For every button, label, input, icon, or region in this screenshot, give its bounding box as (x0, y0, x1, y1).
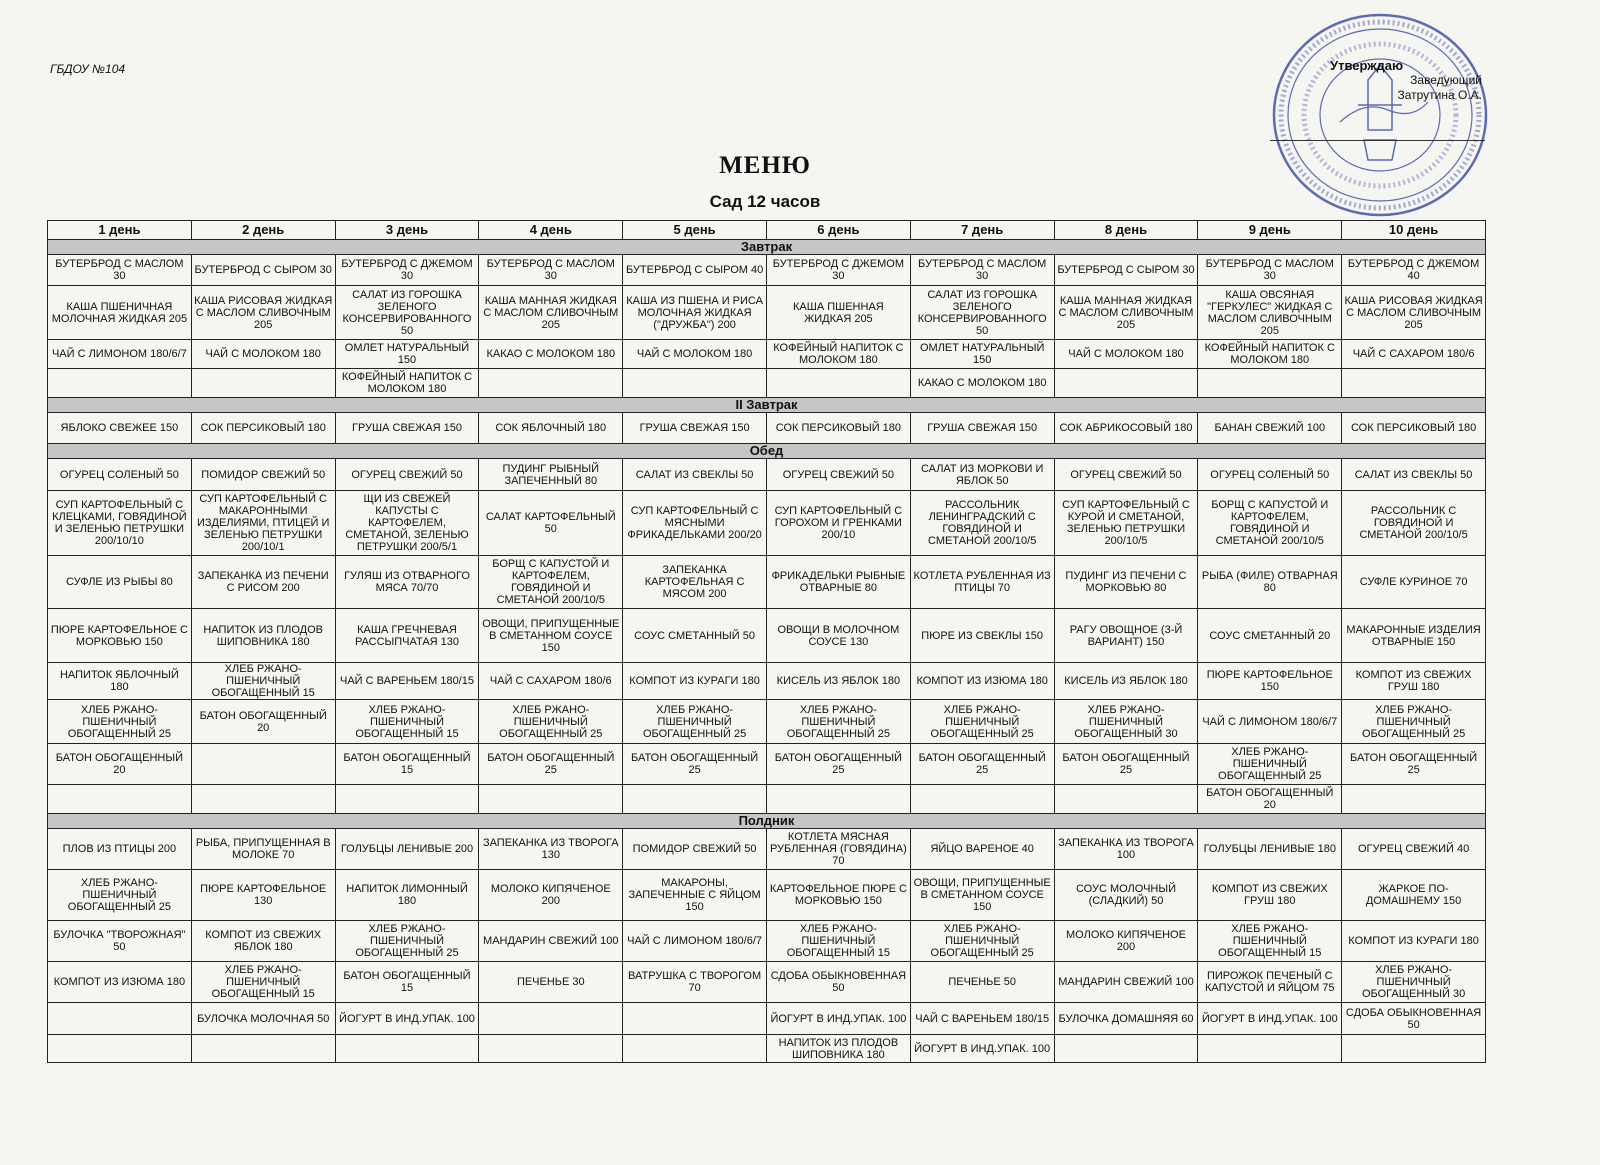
menu-cell: ЧАЙ С ВАРЕНЬЕМ 180/15 (910, 1003, 1054, 1035)
menu-cell: КОФЕЙНЫЙ НАПИТОК С МОЛОКОМ 180 (335, 369, 479, 398)
table-row (48, 829, 1486, 870)
menu-cell: БУТЕРБРОД С СЫРОМ 40 (623, 255, 767, 286)
table-row (48, 556, 1486, 609)
menu-cell: КАША РИСОВАЯ ЖИДКАЯ С МАСЛОМ СЛИВОЧНЫМ 205 (1342, 286, 1486, 340)
menu-cell: КОФЕЙНЫЙ НАПИТОК С МОЛОКОМ 180 (1198, 340, 1342, 369)
menu-cell (910, 785, 1054, 814)
menu-cell: МАКАРОНЫ, ЗАПЕЧЕННЫЕ С ЯЙЦОМ 150 (623, 870, 767, 921)
menu-cell: БАТОН ОБОГАЩЕННЫЙ 20 (1198, 785, 1342, 814)
menu-cell: КАША ПШЕННАЯ ЖИДКАЯ 205 (766, 286, 910, 340)
menu-cell: ЧАЙ С МОЛОКОМ 180 (191, 340, 335, 369)
day-header: 9 день (1198, 221, 1342, 240)
menu-cell: ПУДИНГ РЫБНЫЙ ЗАПЕЧЕННЫЙ 80 (479, 459, 623, 491)
menu-cell: ВАТРУШКА С ТВОРОГОМ 70 (623, 962, 767, 1003)
menu-cell: КИСЕЛЬ ИЗ ЯБЛОК 180 (766, 663, 910, 700)
menu-cell (191, 369, 335, 398)
menu-cell: ХЛЕБ РЖАНО-ПШЕНИЧНЫЙ ОБОГАЩЕННЫЙ 25 (910, 700, 1054, 744)
menu-cell: БУТЕРБРОД С МАСЛОМ 30 (479, 255, 623, 286)
menu-cell: МОЛОКО КИПЯЧЕНОЕ 200 (1054, 921, 1198, 962)
menu-cell: ХЛЕБ РЖАНО-ПШЕНИЧНЫЙ ОБОГАЩЕННЫЙ 25 (335, 921, 479, 962)
menu-cell: ПЕЧЕНЬЕ 50 (910, 962, 1054, 1003)
menu-cell: БАТОН ОБОГАЩЕННЫЙ 15 (335, 744, 479, 785)
menu-cell: ЧАЙ С МОЛОКОМ 180 (1054, 340, 1198, 369)
menu-cell: СУФЛЕ КУРИНОЕ 70 (1342, 556, 1486, 609)
menu-cell: ХЛЕБ РЖАНО-ПШЕНИЧНЫЙ ОБОГАЩЕННЫЙ 25 (766, 700, 910, 744)
menu-cell: РЫБА (ФИЛЕ) ОТВАРНАЯ 80 (1198, 556, 1342, 609)
menu-cell: БАНАН СВЕЖИЙ 100 (1198, 413, 1342, 444)
table-row (48, 663, 1486, 700)
menu-cell (1054, 785, 1198, 814)
menu-cell: БУТЕРБРОД С СЫРОМ 30 (191, 255, 335, 286)
menu-cell: ОГУРЕЦ СВЕЖИЙ 40 (1342, 829, 1486, 870)
menu-cell: КОМПОТ ИЗ СВЕЖИХ ГРУШ 180 (1198, 870, 1342, 921)
table-row (48, 369, 1486, 398)
menu-cell: ОГУРЕЦ СВЕЖИЙ 50 (766, 459, 910, 491)
menu-cell: БАТОН ОБОГАЩЕННЫЙ 20 (191, 700, 335, 744)
menu-cell: ЙОГУРТ В ИНД.УПАК. 100 (910, 1035, 1054, 1063)
menu-cell: ХЛЕБ РЖАНО-ПШЕНИЧНЫЙ ОБОГАЩЕННЫЙ 25 (1342, 700, 1486, 744)
menu-cell: НАПИТОК ЯБЛОЧНЫЙ 180 (48, 663, 192, 700)
menu-cell: МАКАРОННЫЕ ИЗДЕЛИЯ ОТВАРНЫЕ 150 (1342, 609, 1486, 663)
menu-cell: РАГУ ОВОЩНОЕ (3-Й ВАРИАНТ) 150 (1054, 609, 1198, 663)
menu-cell: КАША ПШЕНИЧНАЯ МОЛОЧНАЯ ЖИДКАЯ 205 (48, 286, 192, 340)
menu-cell: ХЛЕБ РЖАНО-ПШЕНИЧНЫЙ ОБОГАЩЕННЫЙ 25 (479, 700, 623, 744)
menu-cell (1198, 1035, 1342, 1063)
menu-table (47, 220, 1486, 1063)
menu-cell: ЯЙЦО ВАРЕНОЕ 40 (910, 829, 1054, 870)
menu-cell: САЛАТ КАРТОФЕЛЬНЫЙ 50 (479, 491, 623, 556)
menu-cell: ОГУРЕЦ СВЕЖИЙ 50 (1054, 459, 1198, 491)
menu-cell: БАТОН ОБОГАЩЕННЫЙ 25 (910, 744, 1054, 785)
menu-cell: ГРУША СВЕЖАЯ 150 (623, 413, 767, 444)
menu-cell: ХЛЕБ РЖАНО-ПШЕНИЧНЫЙ ОБОГАЩЕННЫЙ 15 (766, 921, 910, 962)
menu-cell: БОРЩ С КАПУСТОЙ И КАРТОФЕЛЕМ, ГОВЯДИНОЙ И СМЕТАНОЙ 200/10/5 (479, 556, 623, 609)
menu-cell: ПЮРЕ КАРТОФЕЛЬНОЕ 130 (191, 870, 335, 921)
menu-cell: СДОБА ОБЫКНОВЕННАЯ 50 (766, 962, 910, 1003)
menu-cell: КАРТОФЕЛЬНОЕ ПЮРЕ С МОРКОВЬЮ 150 (766, 870, 910, 921)
menu-cell: САЛАТ ИЗ СВЕКЛЫ 50 (623, 459, 767, 491)
meal-section-row (48, 398, 1486, 413)
table-row (48, 1003, 1486, 1035)
menu-cell: КАША ИЗ ПШЕНА И РИСА МОЛОЧНАЯ ЖИДКАЯ ("ДРУЖБА") 200 (623, 286, 767, 340)
menu-cell: БАТОН ОБОГАЩЕННЫЙ 15 (335, 962, 479, 1003)
menu-cell: БУТЕРБРОД С МАСЛОМ 30 (48, 255, 192, 286)
menu-cell: ПЮРЕ КАРТОФЕЛЬНОЕ С МОРКОВЬЮ 150 (48, 609, 192, 663)
menu-cell: СОУС СМЕТАННЫЙ 20 (1198, 609, 1342, 663)
menu-cell: КОМПОТ ИЗ ИЗЮМА 180 (48, 962, 192, 1003)
meal-section-row (48, 444, 1486, 459)
menu-cell: САЛАТ ИЗ ГОРОШКА ЗЕЛЕНОГО КОНСЕРВИРОВАННОГО 50 (335, 286, 479, 340)
menu-cell: БУТЕРБРОД С МАСЛОМ 30 (910, 255, 1054, 286)
menu-cell: СОК ПЕРСИКОВЫЙ 180 (766, 413, 910, 444)
menu-cell (1342, 369, 1486, 398)
day-header: 10 день (1342, 221, 1486, 240)
menu-cell: ОГУРЕЦ СОЛЕНЫЙ 50 (1198, 459, 1342, 491)
menu-cell: СОК ПЕРСИКОВЫЙ 180 (191, 413, 335, 444)
menu-cell: ХЛЕБ РЖАНО-ПШЕНИЧНЫЙ ОБОГАЩЕННЫЙ 25 (48, 700, 192, 744)
menu-cell (479, 785, 623, 814)
menu-cell: ХЛЕБ РЖАНО-ПШЕНИЧНЫЙ ОБОГАЩЕННЫЙ 15 (335, 700, 479, 744)
menu-cell: РАССОЛЬНИК ЛЕНИНГРАДСКИЙ С ГОВЯДИНОЙ И СМЕТАНОЙ 200/10/5 (910, 491, 1054, 556)
table-row (48, 491, 1486, 556)
menu-cell: ОВОЩИ, ПРИПУЩЕННЫЕ В СМЕТАННОМ СОУСЕ 150 (910, 870, 1054, 921)
menu-cell (191, 1035, 335, 1063)
menu-cell: ГОЛУБЦЫ ЛЕНИВЫЕ 200 (335, 829, 479, 870)
day-header: 8 день (1054, 221, 1198, 240)
table-row (48, 785, 1486, 814)
menu-cell: НАПИТОК ИЗ ПЛОДОВ ШИПОВНИКА 180 (766, 1035, 910, 1063)
menu-cell: СУФЛЕ ИЗ РЫБЫ 80 (48, 556, 192, 609)
table-row (48, 870, 1486, 921)
menu-cell: КОТЛЕТА МЯСНАЯ РУБЛЕННАЯ (ГОВЯДИНА) 70 (766, 829, 910, 870)
menu-cell: ОВОЩИ В МОЛОЧНОМ СОУСЕ 130 (766, 609, 910, 663)
menu-cell: ЧАЙ С ЛИМОНОМ 180/6/7 (1198, 700, 1342, 744)
menu-cell: ОМЛЕТ НАТУРАЛЬНЫЙ 150 (910, 340, 1054, 369)
menu-cell: САЛАТ ИЗ ГОРОШКА ЗЕЛЕНОГО КОНСЕРВИРОВАННОГО 50 (910, 286, 1054, 340)
menu-cell (335, 1035, 479, 1063)
menu-cell: ЩИ ИЗ СВЕЖЕЙ КАПУСТЫ С КАРТОФЕЛЕМ, СМЕТАНОЙ, ЗЕЛЕНЬЮ ПЕТРУШКИ 200/5/1 (335, 491, 479, 556)
approve-label: Утверждаю (1330, 58, 1404, 73)
menu-cell: ЖАРКОЕ ПО-ДОМАШНЕМУ 150 (1342, 870, 1486, 921)
meal-section-title: Обед (48, 444, 1486, 459)
menu-cell: БУТЕРБРОД С ДЖЕМОМ 40 (1342, 255, 1486, 286)
menu-cell: ХЛЕБ РЖАНО-ПШЕНИЧНЫЙ ОБОГАЩЕННЫЙ 15 (1198, 921, 1342, 962)
menu-cell (1054, 369, 1198, 398)
table-row (48, 921, 1486, 962)
menu-cell (1342, 1035, 1486, 1063)
menu-cell: ХЛЕБ РЖАНО-ПШЕНИЧНЫЙ ОБОГАЩЕННЫЙ 15 (191, 962, 335, 1003)
menu-cell (623, 1003, 767, 1035)
menu-cell: ГРУША СВЕЖАЯ 150 (910, 413, 1054, 444)
meal-section-title: II Завтрак (48, 398, 1486, 413)
menu-cell: ЧАЙ С ВАРЕНЬЕМ 180/15 (335, 663, 479, 700)
menu-cell: ХЛЕБ РЖАНО-ПШЕНИЧНЫЙ ОБОГАЩЕННЫЙ 30 (1342, 962, 1486, 1003)
menu-cell: ХЛЕБ РЖАНО-ПШЕНИЧНЫЙ ОБОГАЩЕННЫЙ 15 (191, 663, 335, 700)
menu-cell: ЧАЙ С САХАРОМ 180/6 (479, 663, 623, 700)
menu-cell: КОМПОТ ИЗ КУРАГИ 180 (623, 663, 767, 700)
day-header: 6 день (766, 221, 910, 240)
menu-cell: СУП КАРТОФЕЛЬНЫЙ С ГОРОХОМ И ГРЕНКАМИ 200/10 (766, 491, 910, 556)
menu-cell: ПЕЧЕНЬЕ 30 (479, 962, 623, 1003)
menu-cell (1198, 369, 1342, 398)
menu-cell: ХЛЕБ РЖАНО-ПШЕНИЧНЫЙ ОБОГАЩЕННЫЙ 25 (48, 870, 192, 921)
menu-cell: МОЛОКО КИПЯЧЕНОЕ 200 (479, 870, 623, 921)
table-row (48, 340, 1486, 369)
menu-cell: ЧАЙ С ЛИМОНОМ 180/6/7 (623, 921, 767, 962)
table-row (48, 744, 1486, 785)
menu-cell: КОМПОТ ИЗ СВЕЖИХ ЯБЛОК 180 (191, 921, 335, 962)
menu-cell: КОМПОТ ИЗ КУРАГИ 180 (1342, 921, 1486, 962)
table-row (48, 413, 1486, 444)
menu-cell (766, 785, 910, 814)
menu-cell: КАША МАННАЯ ЖИДКАЯ С МАСЛОМ СЛИВОЧНЫМ 205 (1054, 286, 1198, 340)
menu-cell: ХЛЕБ РЖАНО-ПШЕНИЧНЫЙ ОБОГАЩЕННЫЙ 25 (623, 700, 767, 744)
menu-cell: ХЛЕБ РЖАНО-ПШЕНИЧНЫЙ ОБОГАЩЕННЫЙ 25 (910, 921, 1054, 962)
page-subtitle: Сад 12 часов (709, 192, 821, 211)
menu-cell: БАТОН ОБОГАЩЕННЫЙ 25 (766, 744, 910, 785)
menu-cell (48, 785, 192, 814)
menu-cell: РЫБА, ПРИПУЩЕННАЯ В МОЛОКЕ 70 (191, 829, 335, 870)
signature-line (1270, 140, 1485, 141)
menu-cell (48, 1003, 192, 1035)
official-seal (1268, 10, 1493, 220)
menu-cell: ГОЛУБЦЫ ЛЕНИВЫЕ 180 (1198, 829, 1342, 870)
meal-section-title: Завтрак (48, 240, 1486, 255)
menu-cell: СУП КАРТОФЕЛЬНЫЙ С КУРОЙ И СМЕТАНОЙ, ЗЕЛЕНЬЮ ПЕТРУШКИ 200/10/5 (1054, 491, 1198, 556)
menu-cell: БАТОН ОБОГАЩЕННЫЙ 25 (1054, 744, 1198, 785)
menu-cell (479, 1003, 623, 1035)
menu-cell: ГРУША СВЕЖАЯ 150 (335, 413, 479, 444)
menu-cell: БАТОН ОБОГАЩЕННЫЙ 20 (48, 744, 192, 785)
menu-cell: ХЛЕБ РЖАНО-ПШЕНИЧНЫЙ ОБОГАЩЕННЫЙ 25 (1198, 744, 1342, 785)
menu-cell: ГУЛЯШ ИЗ ОТВАРНОГО МЯСА 70/70 (335, 556, 479, 609)
menu-cell: ЗАПЕКАНКА ИЗ ТВОРОГА 130 (479, 829, 623, 870)
day-header: 7 день (910, 221, 1054, 240)
menu-cell: ПУДИНГ ИЗ ПЕЧЕНИ С МОРКОВЬЮ 80 (1054, 556, 1198, 609)
menu-cell: ХЛЕБ РЖАНО-ПШЕНИЧНЫЙ ОБОГАЩЕННЫЙ 30 (1054, 700, 1198, 744)
menu-cell: ЯБЛОКО СВЕЖЕЕ 150 (48, 413, 192, 444)
menu-cell: БАТОН ОБОГАЩЕННЫЙ 25 (623, 744, 767, 785)
menu-cell: БУТЕРБРОД С ДЖЕМОМ 30 (766, 255, 910, 286)
menu-cell: КОМПОТ ИЗ ИЗЮМА 180 (910, 663, 1054, 700)
page-title: МЕНЮ (719, 152, 811, 179)
menu-cell: НАПИТОК ЛИМОННЫЙ 180 (335, 870, 479, 921)
approver-name: Затрутина О.А. (1397, 88, 1482, 102)
organization-name: ГБДОУ №104 (50, 62, 126, 76)
table-row (48, 609, 1486, 663)
menu-cell: ОГУРЕЦ СВЕЖИЙ 50 (335, 459, 479, 491)
table-row (48, 1035, 1486, 1063)
menu-cell: ЙОГУРТ В ИНД.УПАК. 100 (766, 1003, 910, 1035)
menu-cell: ПОМИДОР СВЕЖИЙ 50 (191, 459, 335, 491)
menu-cell: КОТЛЕТА РУБЛЕННАЯ ИЗ ПТИЦЫ 70 (910, 556, 1054, 609)
menu-cell: БУЛОЧКА МОЛОЧНАЯ 50 (191, 1003, 335, 1035)
menu-cell (335, 785, 479, 814)
menu-cell (48, 1035, 192, 1063)
menu-cell: КАША МАННАЯ ЖИДКАЯ С МАСЛОМ СЛИВОЧНЫМ 205 (479, 286, 623, 340)
meal-section-title: Полдник (48, 814, 1486, 829)
menu-cell: СОУС СМЕТАННЫЙ 50 (623, 609, 767, 663)
menu-cell: КОМПОТ ИЗ СВЕЖИХ ГРУШ 180 (1342, 663, 1486, 700)
day-header: 3 день (335, 221, 479, 240)
menu-cell (1342, 785, 1486, 814)
menu-cell: БОРЩ С КАПУСТОЙ И КАРТОФЕЛЕМ, ГОВЯДИНОЙ И СМЕТАНОЙ 200/10/5 (1198, 491, 1342, 556)
table-row (48, 255, 1486, 286)
meal-section-row (48, 240, 1486, 255)
menu-cell: МАНДАРИН СВЕЖИЙ 100 (479, 921, 623, 962)
menu-cell: КАША ОВСЯНАЯ "ГЕРКУЛЕС" ЖИДКАЯ С МАСЛОМ СЛИВОЧНЫМ 205 (1198, 286, 1342, 340)
menu-cell: ЗАПЕКАНКА ИЗ ТВОРОГА 100 (1054, 829, 1198, 870)
menu-cell: ЧАЙ С САХАРОМ 180/6 (1342, 340, 1486, 369)
menu-cell (191, 785, 335, 814)
menu-cell: СОК АБРИКОСОВЫЙ 180 (1054, 413, 1198, 444)
menu-cell: КОФЕЙНЫЙ НАПИТОК С МОЛОКОМ 180 (766, 340, 910, 369)
approval-block (1322, 58, 1482, 103)
menu-cell: ОГУРЕЦ СОЛЕНЫЙ 50 (48, 459, 192, 491)
menu-cell: ОВОЩИ, ПРИПУЩЕННЫЕ В СМЕТАННОМ СОУСЕ 150 (479, 609, 623, 663)
menu-cell: НАПИТОК ИЗ ПЛОДОВ ШИПОВНИКА 180 (191, 609, 335, 663)
menu-cell: СОУС МОЛОЧНЫЙ (СЛАДКИЙ) 50 (1054, 870, 1198, 921)
menu-cell (623, 1035, 767, 1063)
menu-cell: КАША ГРЕЧНЕВАЯ РАССЫПЧАТАЯ 130 (335, 609, 479, 663)
menu-cell: САЛАТ ИЗ СВЕКЛЫ 50 (1342, 459, 1486, 491)
menu-cell: БУЛОЧКА ДОМАШНЯЯ 60 (1054, 1003, 1198, 1035)
menu-cell: СУП КАРТОФЕЛЬНЫЙ С КЛЕЦКАМИ, ГОВЯДИНОЙ И ЗЕЛЕНЬЮ ПЕТРУШКИ 200/10/10 (48, 491, 192, 556)
menu-cell: КАША РИСОВАЯ ЖИДКАЯ С МАСЛОМ СЛИВОЧНЫМ 205 (191, 286, 335, 340)
table-row (48, 459, 1486, 491)
menu-cell (623, 369, 767, 398)
menu-cell: РАССОЛЬНИК С ГОВЯДИНОЙ И СМЕТАНОЙ 200/10/5 (1342, 491, 1486, 556)
menu-cell: БУЛОЧКА "ТВОРОЖНАЯ" 50 (48, 921, 192, 962)
day-header: 4 день (479, 221, 623, 240)
menu-cell: ПЮРЕ КАРТОФЕЛЬНОЕ 150 (1198, 663, 1342, 700)
menu-cell: СОК ПЕРСИКОВЫЙ 180 (1342, 413, 1486, 444)
menu-cell (191, 744, 335, 785)
menu-cell (479, 369, 623, 398)
menu-cell: ЗАПЕКАНКА ИЗ ПЕЧЕНИ С РИСОМ 200 (191, 556, 335, 609)
menu-cell: БАТОН ОБОГАЩЕННЫЙ 25 (1342, 744, 1486, 785)
meal-section-row (48, 814, 1486, 829)
menu-cell: ЧАЙ С ЛИМОНОМ 180/6/7 (48, 340, 192, 369)
menu-cell: ЗАПЕКАНКА КАРТОФЕЛЬНАЯ С МЯСОМ 200 (623, 556, 767, 609)
approver-position: Заведующий (1410, 73, 1482, 87)
menu-cell: БУТЕРБРОД С СЫРОМ 30 (1054, 255, 1198, 286)
menu-cell: ЙОГУРТ В ИНД.УПАК. 100 (1198, 1003, 1342, 1035)
menu-cell (1054, 1035, 1198, 1063)
menu-cell: ЧАЙ С МОЛОКОМ 180 (623, 340, 767, 369)
menu-cell (623, 785, 767, 814)
menu-cell: СУП КАРТОФЕЛЬНЫЙ С МЯСНЫМИ ФРИКАДЕЛЬКАМИ 200/20 (623, 491, 767, 556)
day-header-row (48, 221, 1486, 240)
table-row (48, 286, 1486, 340)
menu-cell: КАКАО С МОЛОКОМ 180 (479, 340, 623, 369)
menu-cell: БУТЕРБРОД С ДЖЕМОМ 30 (335, 255, 479, 286)
menu-cell: СУП КАРТОФЕЛЬНЫЙ С МАКАРОННЫМИ ИЗДЕЛИЯМИ, ПТИЦЕЙ И ЗЕЛЕНЬЮ ПЕТРУШКИ 200/10/1 (191, 491, 335, 556)
menu-cell: ФРИКАДЕЛЬКИ РЫБНЫЕ ОТВАРНЫЕ 80 (766, 556, 910, 609)
menu-cell: КИСЕЛЬ ИЗ ЯБЛОК 180 (1054, 663, 1198, 700)
menu-cell: ПИРОЖОК ПЕЧЕНЫЙ С КАПУСТОЙ И ЯЙЦОМ 75 (1198, 962, 1342, 1003)
menu-cell: БАТОН ОБОГАЩЕННЫЙ 25 (479, 744, 623, 785)
day-header: 2 день (191, 221, 335, 240)
menu-cell (766, 369, 910, 398)
menu-cell (479, 1035, 623, 1063)
table-row (48, 700, 1486, 744)
menu-cell: САЛАТ ИЗ МОРКОВИ И ЯБЛОК 50 (910, 459, 1054, 491)
menu-cell: ПЮРЕ ИЗ СВЕКЛЫ 150 (910, 609, 1054, 663)
day-header: 1 день (48, 221, 192, 240)
menu-cell: СДОБА ОБЫКНОВЕННАЯ 50 (1342, 1003, 1486, 1035)
menu-cell: ЙОГУРТ В ИНД.УПАК. 100 (335, 1003, 479, 1035)
menu-cell: МАНДАРИН СВЕЖИЙ 100 (1054, 962, 1198, 1003)
menu-cell: КАКАО С МОЛОКОМ 180 (910, 369, 1054, 398)
menu-cell (48, 369, 192, 398)
menu-cell: ПЛОВ ИЗ ПТИЦЫ 200 (48, 829, 192, 870)
menu-cell: ПОМИДОР СВЕЖИЙ 50 (623, 829, 767, 870)
table-row (48, 962, 1486, 1003)
menu-cell: ОМЛЕТ НАТУРАЛЬНЫЙ 150 (335, 340, 479, 369)
menu-cell: БУТЕРБРОД С МАСЛОМ 30 (1198, 255, 1342, 286)
menu-cell: СОК ЯБЛОЧНЫЙ 180 (479, 413, 623, 444)
day-header: 5 день (623, 221, 767, 240)
